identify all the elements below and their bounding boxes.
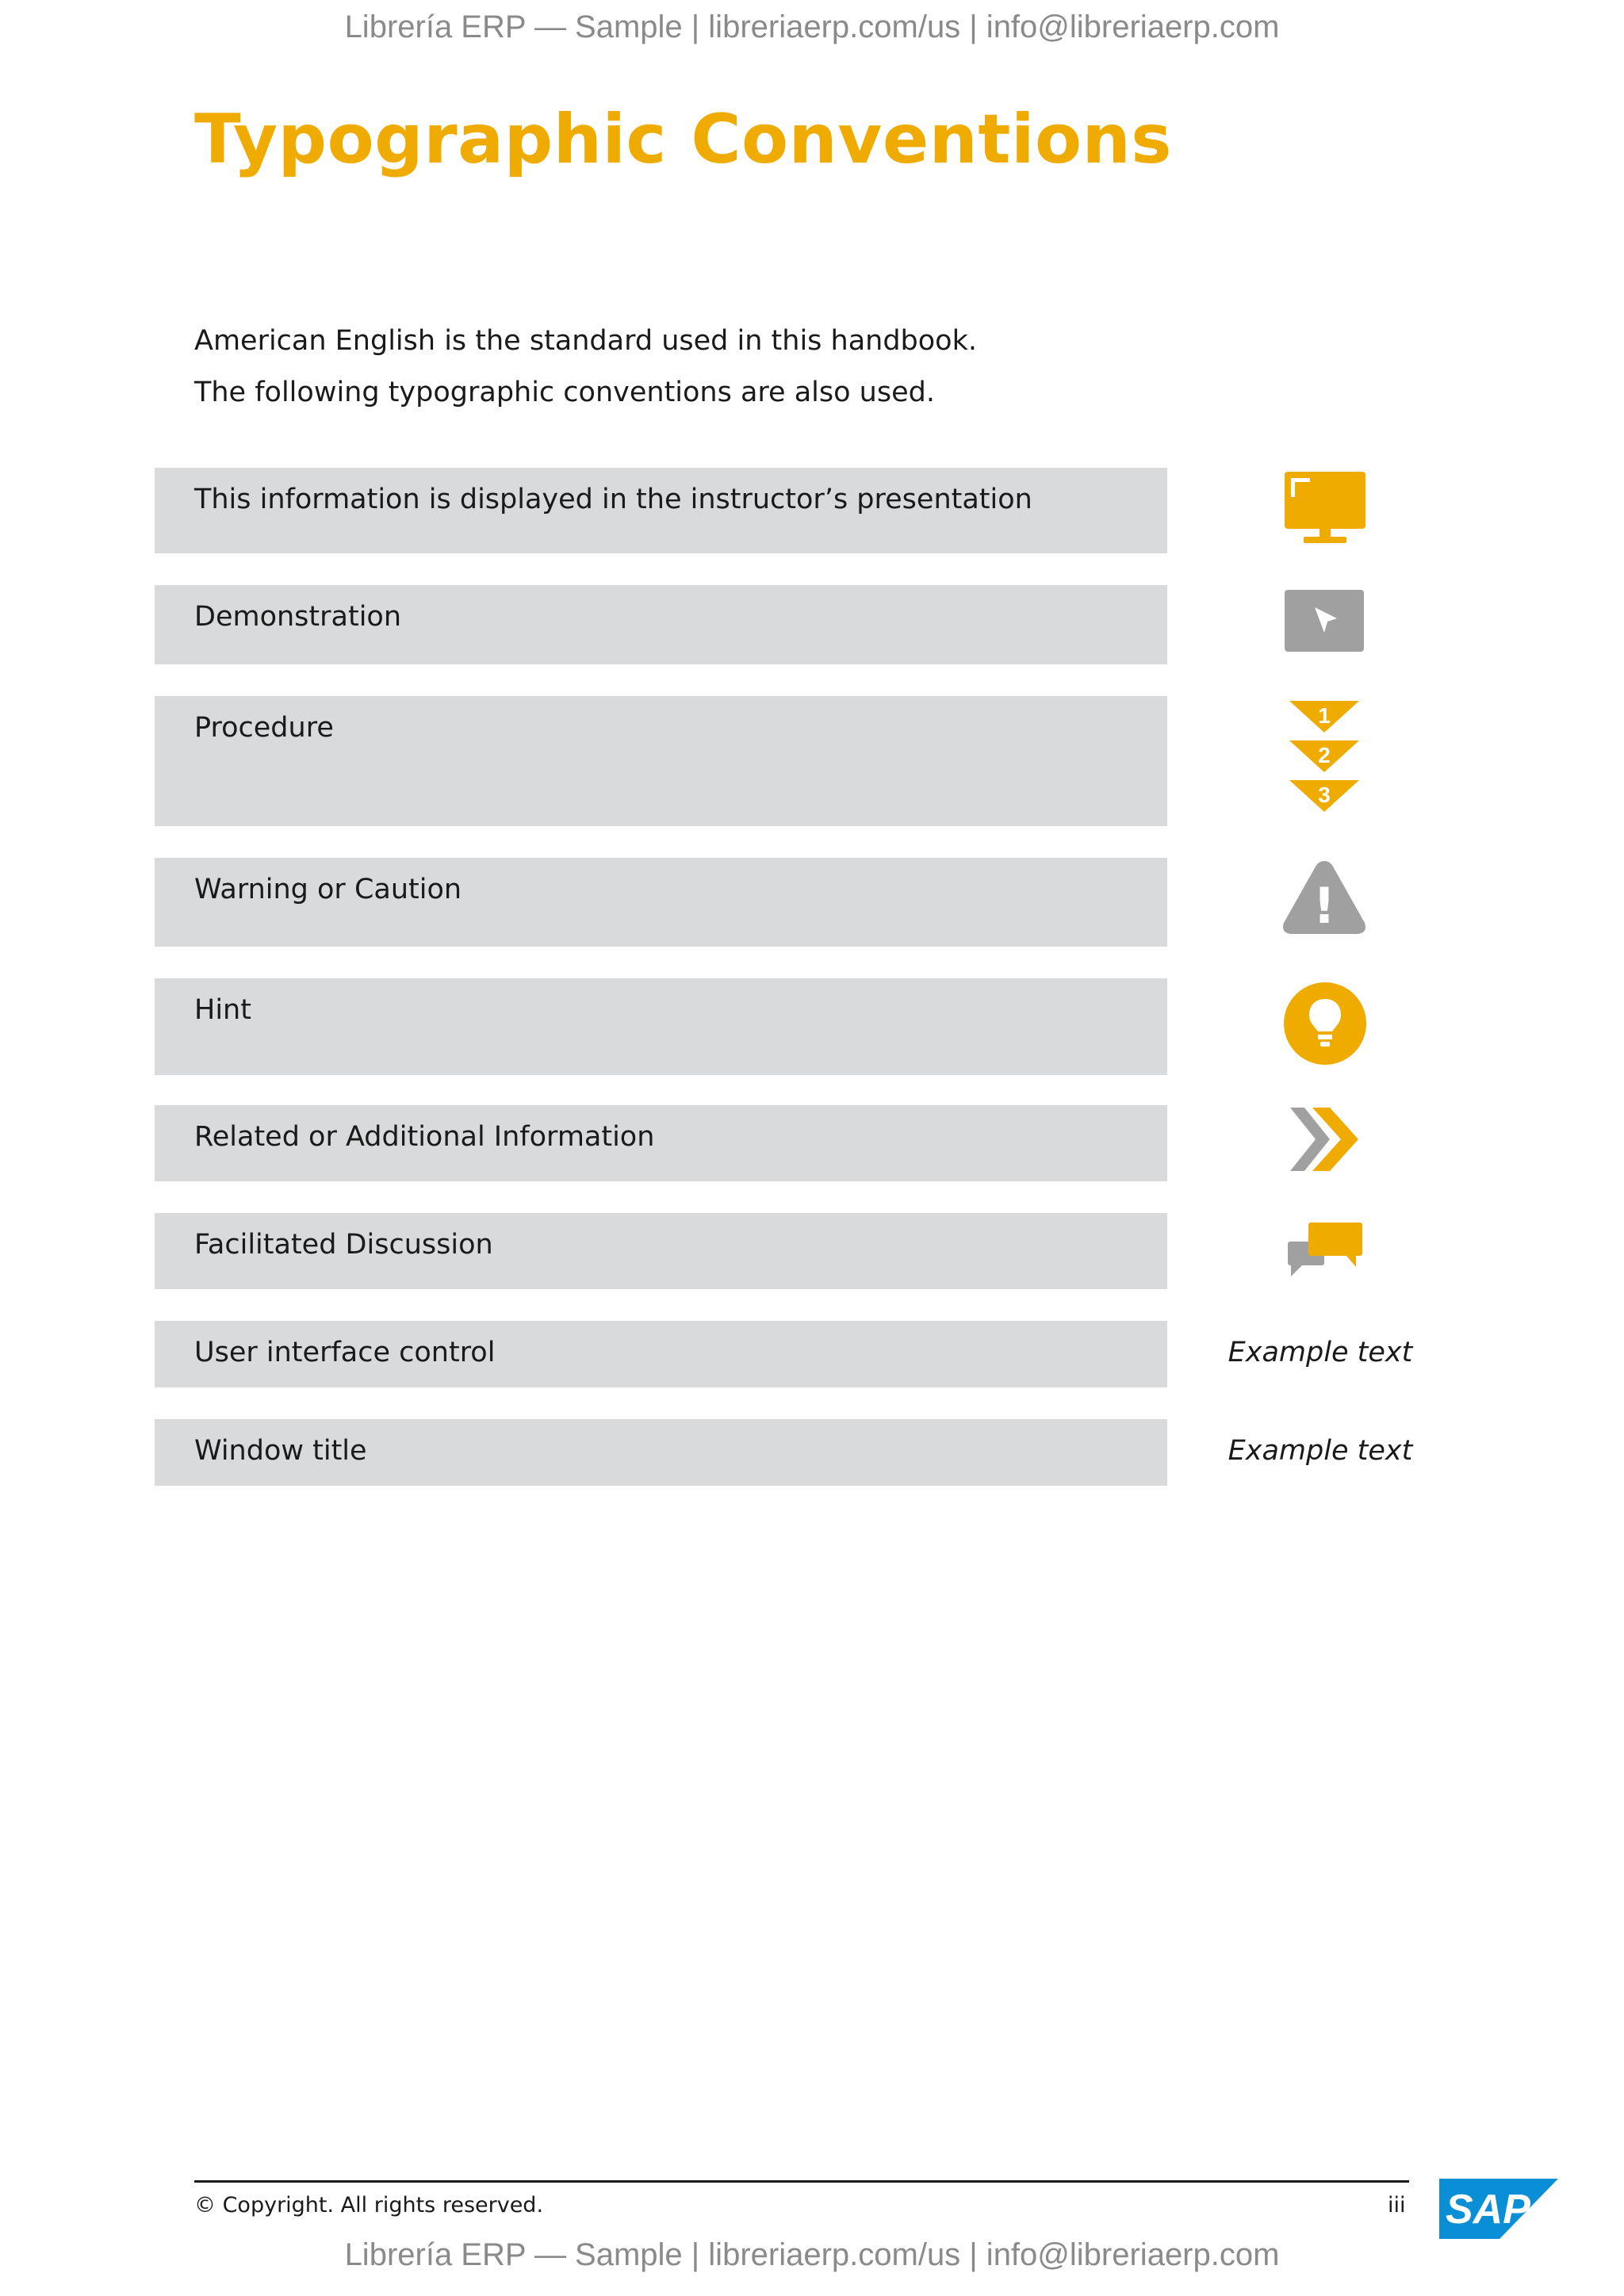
footer-divider	[194, 2180, 1409, 2183]
convention-row-warning	[155, 858, 1167, 947]
convention-label: This information is displayed in the instructor’s presentation	[194, 484, 1032, 515]
intro-line-2: The following typographic conventions are also used.	[194, 377, 935, 408]
procedure-steps-icon	[1285, 698, 1364, 817]
convention-row-ui-control	[155, 1321, 1167, 1387]
presentation-monitor-icon	[1283, 470, 1367, 546]
window-title-example-text: Example text	[1228, 1435, 1413, 1467]
convention-row-related-info	[155, 1105, 1167, 1181]
watermark-top: Librería ERP — Sample | libreriaerp.com/us | info@libreriaerp.com	[344, 10, 1280, 44]
convention-label: Warning or Caution	[194, 874, 462, 905]
warning-icon	[1281, 858, 1368, 937]
convention-row-demonstration	[155, 585, 1167, 664]
discussion-bubbles-icon	[1286, 1221, 1365, 1278]
convention-row-discussion	[155, 1213, 1167, 1289]
hint-lightbulb-icon	[1283, 982, 1367, 1066]
procedure-step-1: 1	[1318, 703, 1331, 728]
convention-label: Demonstration	[194, 601, 402, 633]
convention-label: Related or Additional Information	[194, 1121, 655, 1153]
convention-row-hint	[155, 978, 1167, 1075]
convention-label: Window title	[194, 1435, 367, 1467]
page-number: iii	[1388, 2193, 1406, 2218]
procedure-step-2: 2	[1318, 743, 1331, 767]
related-info-chevron-icon	[1289, 1106, 1364, 1173]
demonstration-cursor-icon	[1285, 590, 1364, 652]
convention-label: Hint	[194, 994, 251, 1026]
convention-row-presentation	[155, 468, 1167, 553]
ui-control-example-text: Example text	[1228, 1337, 1413, 1368]
warning-symbol: !	[1312, 877, 1336, 935]
sap-logo	[1439, 2179, 1558, 2239]
convention-label: Procedure	[194, 712, 334, 744]
page-title: Typographic Conventions	[194, 100, 1172, 179]
convention-label: Facilitated Discussion	[194, 1229, 493, 1261]
watermark-bottom: Librería ERP — Sample | libreriaerp.com/us | info@libreriaerp.com	[344, 2237, 1280, 2272]
convention-label: User interface control	[194, 1337, 496, 1368]
procedure-step-3: 3	[1318, 783, 1331, 807]
footer-copyright: © Copyright. All rights reserved.	[194, 2193, 544, 2218]
convention-row-window-title	[155, 1419, 1167, 1486]
convention-row-procedure	[155, 696, 1167, 826]
sap-logo-text: SAP	[1446, 2187, 1530, 2233]
intro-line-1: American English is the standard used in this handbook.	[194, 325, 977, 357]
